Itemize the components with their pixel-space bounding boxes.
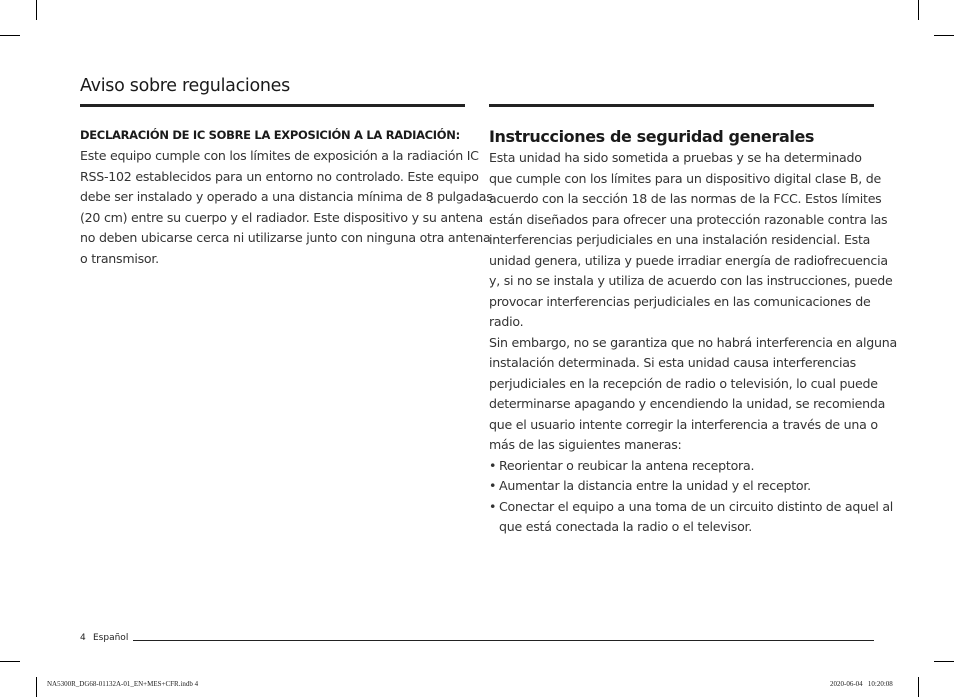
bullet-icon: • xyxy=(489,478,497,493)
crop-mark xyxy=(0,661,20,662)
crop-mark xyxy=(934,35,954,36)
paragraph-line: unidad genera, utiliza y puede irradiar energía de radiofrecuencia xyxy=(489,252,888,268)
crop-mark xyxy=(918,677,919,697)
paragraph-line: instalación determinada. Si esta unidad causa interferencias xyxy=(489,355,856,370)
crop-mark xyxy=(0,35,20,36)
paragraph-line: debe ser instalado y operado a una distancia mínima de 8 pulgadas xyxy=(80,189,493,204)
paragraph-line: y, si no se instala y utiliza de acuerdo con las instrucciones, puede xyxy=(489,273,893,288)
page-number: 4 xyxy=(80,633,86,643)
ic-radiation-heading: DECLARACIÓN DE IC SOBRE LA EXPOSICIÓN A LA RADIACIÓN: xyxy=(80,128,460,142)
paragraph-line: interferencias perjudiciales en una instalación residencial. Esta xyxy=(489,232,871,247)
paragraph-line: acuerdo con la sección 18 de las normas de la FCC. Estos límites xyxy=(489,191,882,206)
crop-mark xyxy=(36,0,37,20)
ic-radiation-paragraph xyxy=(80,146,493,269)
fcc-paragraph xyxy=(489,148,893,333)
section-rule-right xyxy=(489,104,874,107)
paragraph-line: Sin embargo, no se garantiza que no habrá interferencia en alguna xyxy=(489,334,897,350)
paragraph-line: RSS-102 establecidos para un entorno no controlado. Este equipo xyxy=(80,168,479,184)
paragraph-line: o transmisor. xyxy=(80,250,159,266)
bullet-icon: • xyxy=(489,457,497,473)
list-item xyxy=(489,456,879,477)
right-column xyxy=(489,126,897,538)
crop-mark xyxy=(918,0,919,20)
page-language: Español xyxy=(93,633,129,643)
section-rule-left xyxy=(80,104,465,107)
list-item xyxy=(489,497,894,538)
list-item-line: Reorientar o reubicar la antena receptora. xyxy=(499,457,755,473)
bullet-icon: • xyxy=(489,498,497,514)
bullet-list xyxy=(489,456,894,538)
paragraph-line: Esta unidad ha sido sometida a pruebas y se ha determinado xyxy=(489,150,862,165)
paragraph-line: determinarse apagando y encendiendo la unidad, se recomienda xyxy=(489,396,886,411)
list-item-line: Aumentar la distancia entre la unidad y el receptor. xyxy=(499,478,811,493)
paragraph-line: provocar interferencias perjudiciales en las comunicaciones de xyxy=(489,293,871,309)
list-item-line: Conectar el equipo a una toma de un circuito distinto de aquel al xyxy=(499,498,894,514)
crop-mark xyxy=(36,677,37,697)
paragraph-line: que cumple con los límites para un dispositivo digital clase B, de xyxy=(489,170,882,186)
print-slug-filename: NA5300R_DG68-01132A-01_EN+MES+CFR.indb 4 xyxy=(47,680,199,688)
safety-instructions-heading: Instrucciones de seguridad generales xyxy=(489,127,815,146)
paragraph-line: (20 cm) entre su cuerpo y el radiador. Este dispositivo y su antena xyxy=(80,209,483,225)
paragraph-line: radio. xyxy=(489,314,524,329)
paragraph-line: perjudiciales en la recepción de radio o televisión, lo cual puede xyxy=(489,375,878,391)
paragraph-line: no deben ubicarse cerca ni utilizarse junto con ninguna otra antena xyxy=(80,230,491,245)
footer-rule xyxy=(133,640,874,641)
list-item-line: que está conectada la radio o el televisor. xyxy=(499,519,753,534)
section-title: Aviso sobre regulaciones xyxy=(80,76,290,96)
left-column xyxy=(80,126,493,269)
interference-paragraph xyxy=(489,333,897,456)
crop-mark xyxy=(934,661,954,662)
print-slug-timestamp: 2020-06-04 10:20:08 xyxy=(830,680,893,688)
paragraph-line: más de las siguientes maneras: xyxy=(489,437,682,452)
paragraph-line: que el usuario intente corregir la interferencia a través de una o xyxy=(489,416,878,432)
list-item xyxy=(489,476,879,497)
paragraph-line: Este equipo cumple con los límites de exposición a la radiación IC xyxy=(80,148,479,163)
paragraph-line: están diseñados para ofrecer una protección razonable contra las xyxy=(489,211,888,227)
